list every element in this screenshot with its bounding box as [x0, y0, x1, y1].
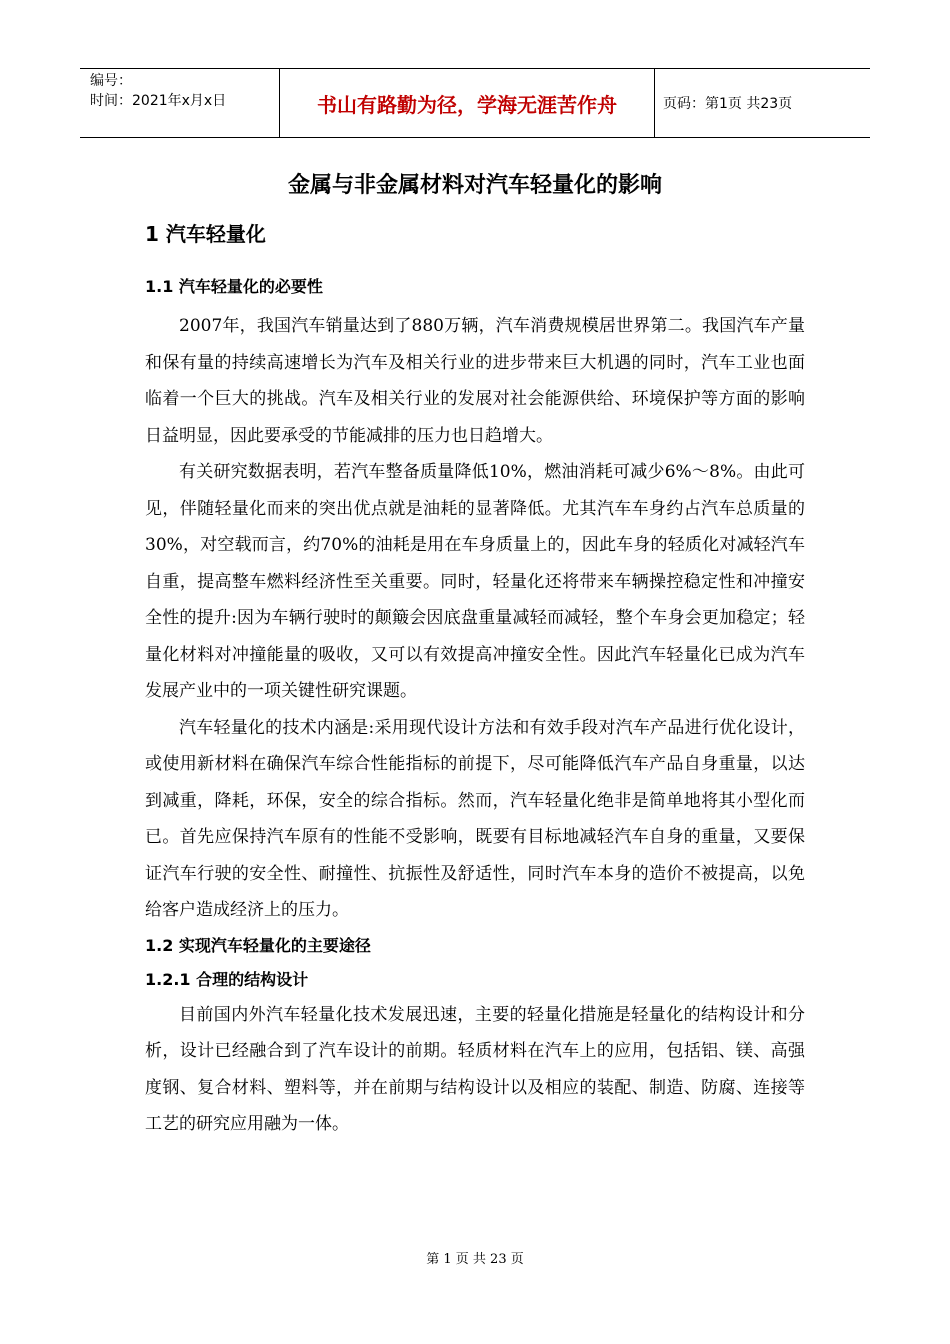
section-heading-1-2-1: 1.2.1 合理的结构设计: [145, 969, 309, 989]
section-heading-1-2: 1.2 实现汽车轻量化的主要途径: [145, 935, 371, 955]
paragraph: 有关研究数据表明，若汽车整备质量降低10%，燃油消耗可减少6%～8%。由此可见，伴随轻量化而来的突出优点就是油耗的显著降低。尤其汽车车身约占汽车总质量的30%，对空载而言，约70%的油耗是用在车身质量上的，因此车身的轻质化对减轻汽车自重，提高整车燃料经济性至关重要。同时，轻量化还将带来车辆操控稳定性和冲撞安全性的提升:因为车辆行驶时的颠簸会因底盘重量减轻而减轻，整个车身会更加稳定；轻量化材料对冲撞能量的吸收，又可以有效提高冲撞安全性。因此汽车轻量化已成为汽车发展产业中的一项关键性研究课题。: [145, 462, 805, 701]
paragraph: 目前国内外汽车轻量化技术发展迅速，主要的轻量化措施是轻量化的结构设计和分析，设计已经融合到了汽车设计的前期。轻质材料在汽车上的应用，包括铝、镁、高强度钢、复合材料、塑料等，并在前期与结构设计以及相应的装配、制造、防腐、连接等工艺的研究应用融为一体。: [145, 1004, 805, 1134]
header-page-info: 页码：第1页 共23页: [663, 96, 793, 112]
section-heading-1: 1 汽车轻量化: [145, 222, 266, 246]
page-footer: 第 1 页 共 23 页: [426, 1252, 524, 1267]
document-title: 金属与非金属材料对汽车轻量化的影响: [287, 173, 662, 198]
header-meta: [80, 69, 280, 137]
document-number-label: 编号：: [90, 73, 132, 89]
document-header: [80, 68, 870, 138]
header-motto: 书山有路勤为径，学海无涯苦作舟: [280, 69, 655, 137]
paragraph: 汽车轻量化的技术内涵是:采用现代设计方法和有效手段对汽车产品进行优化设计，或使用新材料在确保汽车综合性能指标的前提下，尽可能降低汽车产品自身重量，以达到减重，降耗，环保，安全的综合指标。然而，汽车轻量化绝非是简单地将其小型化而已。首先应保持汽车原有的性能不受影响，既要有目标地减轻汽车自身的重量，又要保证汽车行驶的安全性、耐撞性、抗振性及舒适性，同时汽车本身的造价不被提高，以免给客户造成经济上的压力。: [145, 717, 805, 920]
section-heading-1-1: 1.1 汽车轻量化的必要性: [145, 277, 323, 296]
document-date: 时间：2021年x月x日: [90, 93, 227, 109]
document-body: [145, 216, 805, 1143]
paragraph: 2007年，我国汽车销量达到了880万辆，汽车消费规模居世界第二。我国汽车产量和保有量的持续高速增长为汽车及相关行业的进步带来巨大机遇的同时，汽车工业也面临着一个巨大的挑战。汽车及相关行业的发展对社会能源供给、环境保护等方面的影响日益明显，因此要承受的节能减排的压力也日趋增大。: [145, 316, 805, 446]
